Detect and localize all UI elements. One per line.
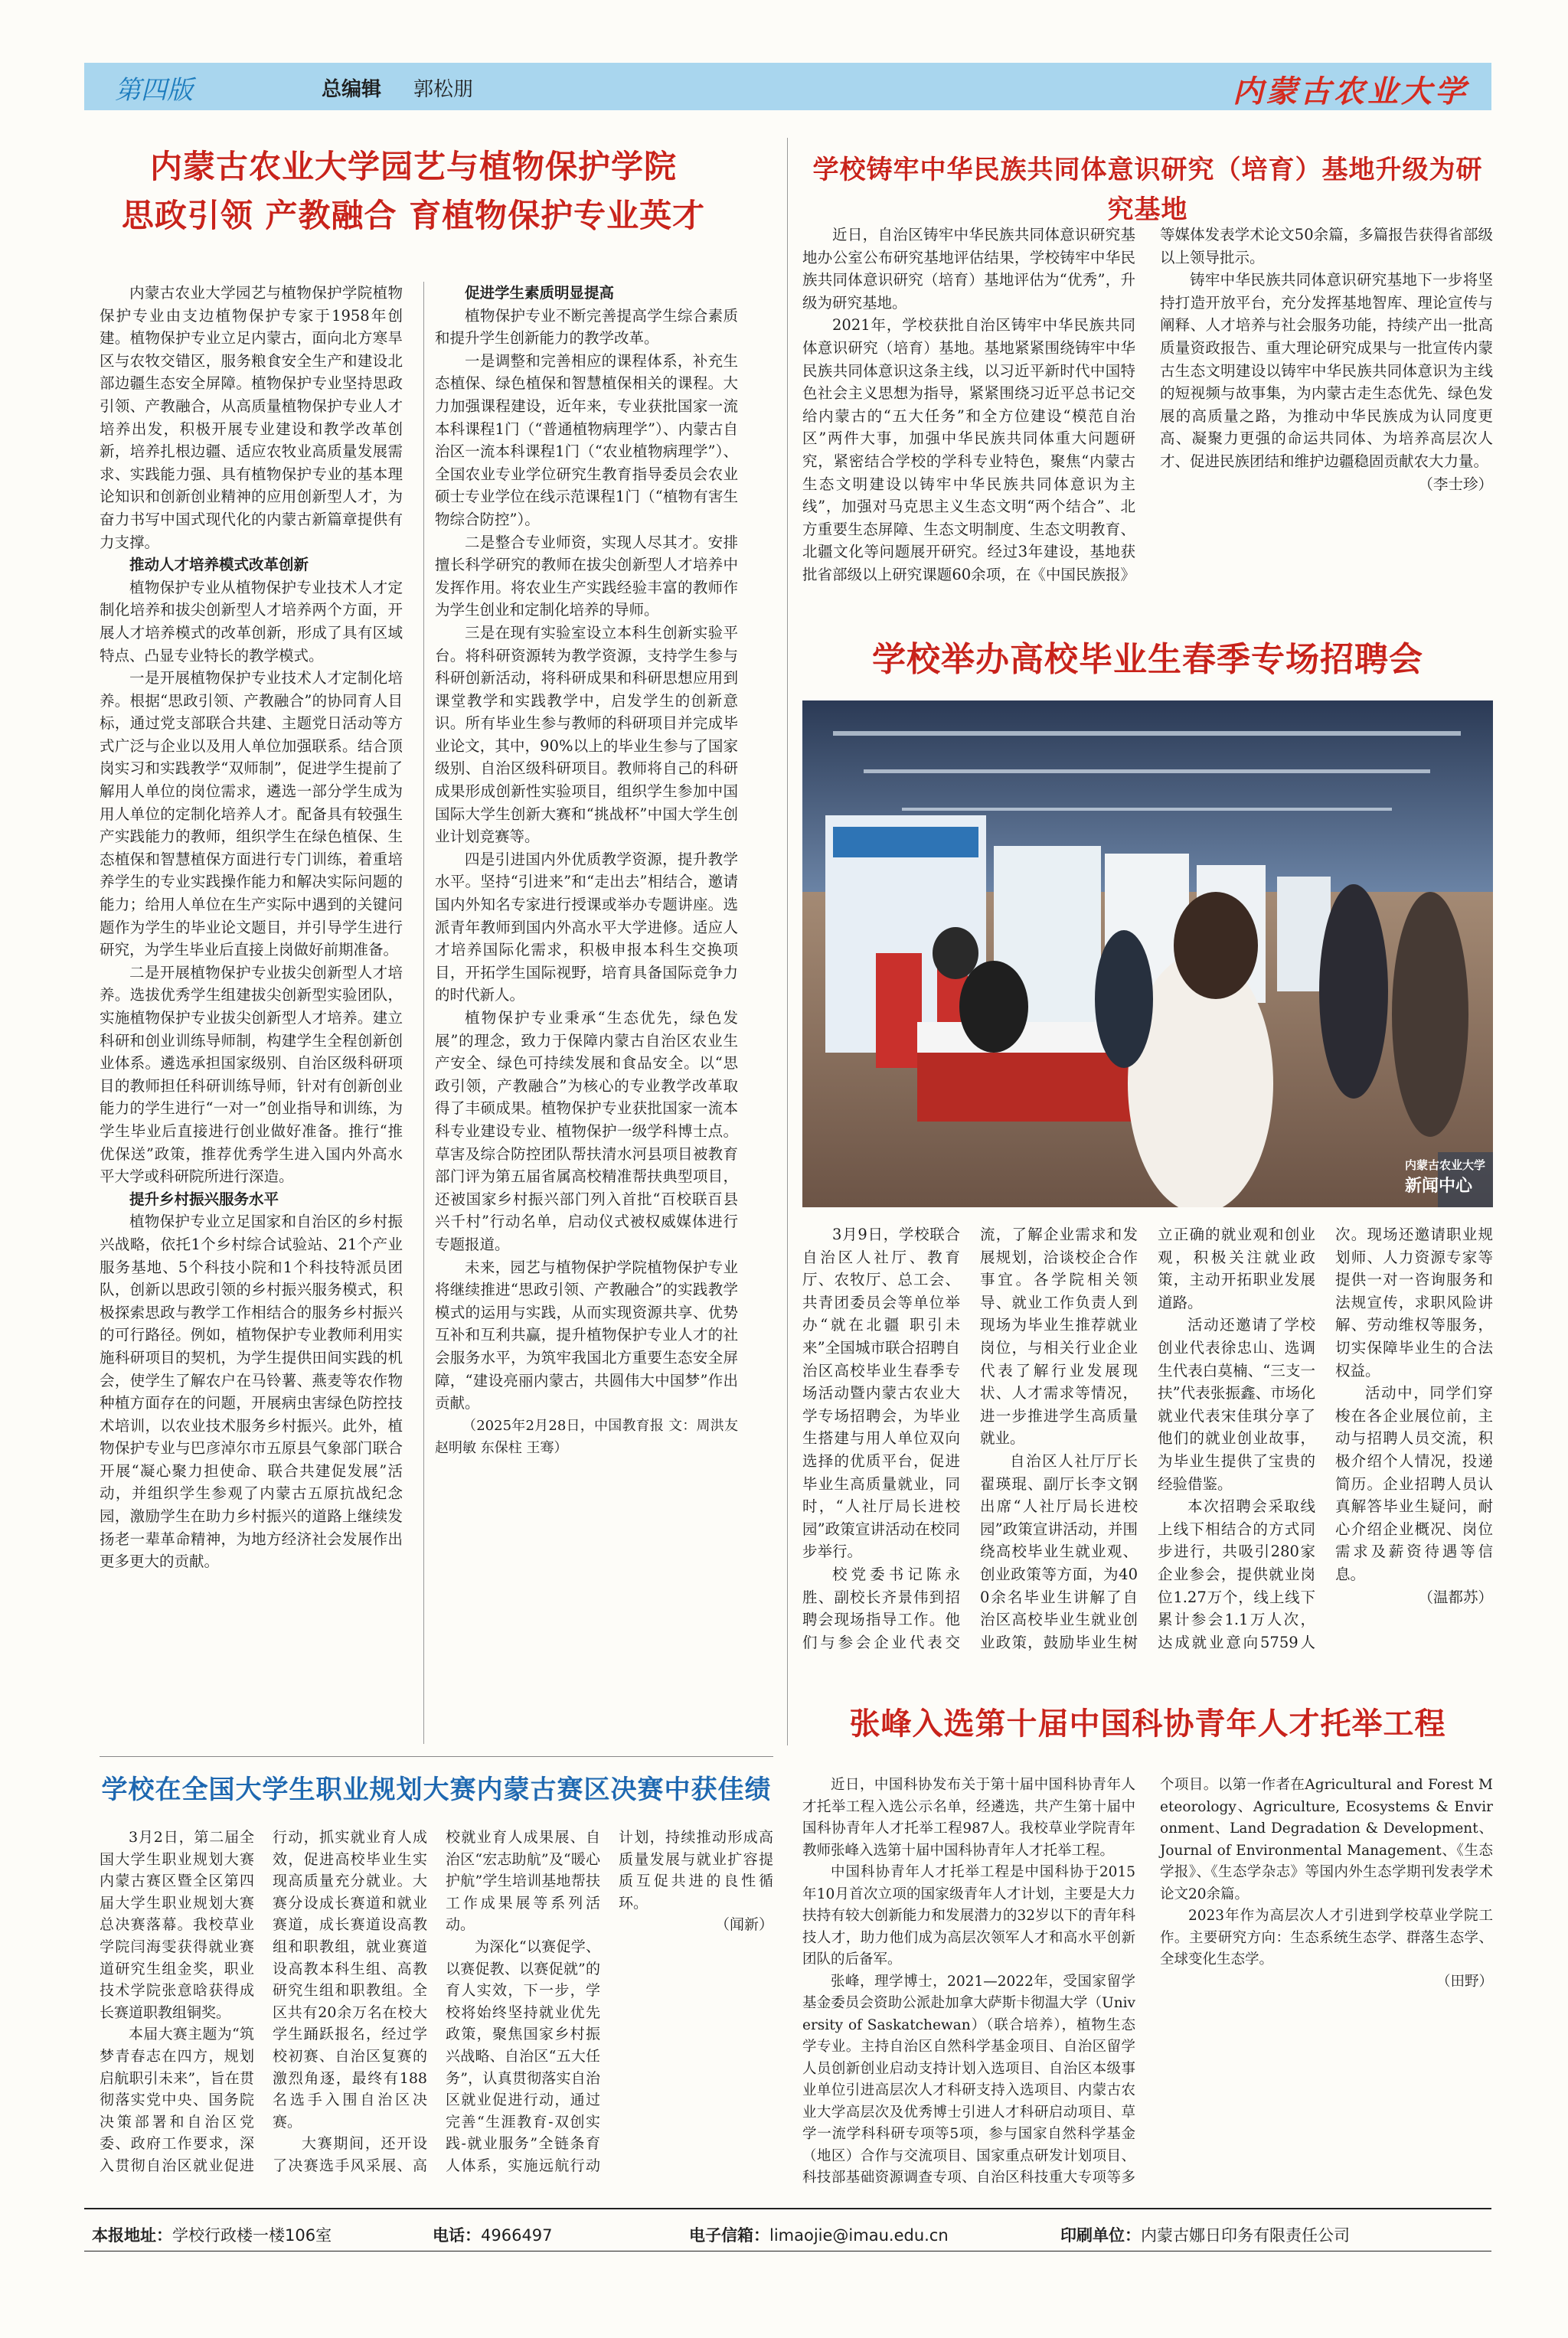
footer-address: [92, 2223, 332, 2246]
article1-para: 植物保护专业从植物保护专业技术人才定制化培养和拔尖创新型人才培养两个方面，开展人才培养模式的改革创新，形成了具有区域特点、凸显专业特长的教学模式。: [100, 578, 403, 665]
address-label: 本报地址：: [92, 2226, 172, 2245]
article4-body: [100, 1827, 773, 2194]
article4-para: 本届大赛主题为“筑梦青春志在四方，规划启航职引未来”，旨在贯彻落实党中央、国务院决策部署和自治区党委、政府工作要求，深入贯彻自治区就业促进行动，抓实就业育人成效，促进高校毕业生实现高质量充分就业。大赛分设成长赛道和就业赛道，成长赛道设高教组和职教组，就业赛道设高教本科生组、高教研究生组和职教组。全区共有20余万名在校大学生踊跃报名，经过学校初赛、自治区复赛的激烈角逐，最终有188名选手入围自治区决赛。: [100, 1829, 427, 2174]
article1-source: （2025年2月28日，中国教育报 文：周洪友 赵明敏 东保柱 王骞）: [435, 1417, 738, 1457]
article4-para: 大赛期间，还开设了决赛选手风采展、高校就业育人成果展、自治区“宏志助航”及“暖心护航”学生培训基地帮扶工作成果展等系列活动。: [273, 1829, 600, 2174]
article3-para: 自治区人社厅厅长翟瑛琨、副厅长李文钢出席“人社厅局长进校园”政策宣讲活动，并围绕高校毕业生就业观、创业政策等方面，为400余名毕业生讲解了自治区高校毕业生就业创业政策，鼓励毕业生树立正确的就业观和创业观，积极关注就业政策，主动开拓职业发展道路。: [980, 1226, 1315, 1651]
article3-body: [802, 1223, 1493, 1660]
edition-label: 第四版: [115, 75, 193, 106]
article5-para: 2023年作为高层次人才引进到学校草业学院工作。主要研究方向：生态系统生态学、群落生态学、全球变化生态学。: [1160, 1908, 1493, 1967]
article1-col1: [100, 282, 403, 1745]
article5-body: [802, 1775, 1493, 2196]
job-fair-scene-image: [802, 700, 1493, 1207]
article1-para: 二是整合专业师资，实现人尽其才。安排擅长科学研究的教师在拔尖创新型人才培养中发挥作用。将农业生产实践经验丰富的教师作为学生创业和定制化培养的导师。: [435, 533, 738, 619]
article5-para: 中国科协青年人才托举工程是中国科协于2015年10月首次立项的国家级青年人才计划，主要是大力扶持有较大创新能力和发展潜力的32岁以下的青年科技人才，助力他们成为高层次领军人才和高水平创新团队的后备军。: [802, 1864, 1135, 1967]
address-value: 学校行政楼一楼106室: [172, 2226, 332, 2245]
article1-col2: [435, 282, 738, 1745]
email-label: 电子信箱：: [689, 2226, 769, 2245]
printer-value: 内蒙古娜日印务有限责任公司: [1141, 2226, 1350, 2245]
article1-intro: 内蒙古农业大学园艺与植物保护学院植物保护专业由支边植物保护专家于1958年创建。植物保护专业立足内蒙古，面向北方寒旱区与农牧交错区，服务粮食安全生产和建设北部边疆生态安全屏障。植物保护专业坚持思政引领、产教融合，从高质量植物保护专业人才培养出发，积极开展专业建设和教学改革创新，培养扎根边疆、适应农牧业高质量发展需求、实践能力强、具有植物保护专业的基本理论知识和创新创业精神的应用创新型人才，为奋力书写中国式现代化的内蒙古新篇章提供有力支撑。: [100, 284, 403, 551]
article1-title: [100, 145, 727, 239]
article5-para: 张峰，理学博士，2021—2022年，受国家留学基金委员会资助公派赴加拿大萨斯卡彻温大学（University of Saskatchewan）（联合培养），植物生态学专业。主持自治区自然科学基金项目、自治区留学人员创新创业启动支持计划入选项目、自治区本级事业单位引进高层次人才科研支持入选项目、内蒙古农业大学高层次及优秀博士引进人才科研启动项目、草学一流学科科研专项等5项，参与国家自然科学基金（地区）合作与交流项目、国家重点研发计划项目、科技部基础资源调查专项、自治区科技重大专项等多个项目。以第一作者在Agricultural and Forest Meteorology、Agriculture, Ecosystems & Environment、Land Degradation & Development、Journal of Environmental Management、《生态学报》、《生态学杂志》等国内外生态学期刊发表学术论文20余篇。: [802, 1777, 1493, 2186]
article1-title-line1: 内蒙古农业大学园艺与植物保护学院: [149, 148, 677, 185]
article2-para: 近日，自治区铸牢中华民族共同体意识研究基地办公室公布研究基地评估结果，学校铸牢中华民族共同体意识研究（培育）基地评估为“优秀”，升级为研究基地。: [802, 226, 1135, 312]
article2-title: 学校铸牢中华民族共同体意识研究（培育）基地升级为研究基地: [812, 155, 1483, 225]
article1-para: 一是开展植物保护专业技术人才定制化培养。根据“思政引领、产教融合”的协同育人目标，通过党支部联合共建、主题党日活动等方式广泛与企业以及用人单位加强联系。结合顶岗实习和实践教学“双师制”，促进学生提前了解用人单位的岗位需求，遴选一部分学生成为用人单位的定制化培养人才。配备具有较强生产实践能力的教师，组织学生在绿色植保、生态植保和智慧植保方面进行专门训练，着重培养学生的专业实践操作能力和解决实际问题的能力；给用人单位在生产实际中遇到的关键问题作为学生的毕业论文题目，并引导学生进行研究，为学生毕业后直接上岗做好前期准备。: [100, 669, 403, 959]
editor-name: 郭松朋: [413, 78, 474, 101]
article1-para: 未来，园艺与植物保护学院植物保护专业将继续推进“思政引领、产教融合”的实践教学模式的运用与实践，从而实现资源共享、优势互补和互利共赢，提升植物保护专业人才的社会服务水平，为筑牢我国北方重要生态安全屏障，“建设亮丽内蒙古，共圆伟大中国梦”作出贡献。: [435, 1258, 738, 1412]
footer-printer: [1060, 2223, 1350, 2246]
article3-para: 活动还邀请了学校创业代表徐忠山、选调生代表白莫楠、“三支一扶”代表张振鑫、市场化就业代表宋佳琪分享了他们的就业创业故事，为毕业生提供了宝贵的经验借鉴。: [1158, 1316, 1315, 1493]
newspaper-name: 内蒙古农业大学: [1233, 74, 1468, 109]
article4-para: 3月2日，第二届全国大学生职业规划大赛内蒙古赛区暨全区第四届大学生职业规划大赛总决赛落幕。我校草业学院闫海雯获得就业赛道研究生组金奖，职业技术学院张意晗获得成长赛道职教组铜奖。: [100, 1829, 254, 2021]
job-fair-photo: [802, 700, 1493, 1207]
article2-byline: （李士珍）: [1418, 475, 1493, 493]
article2-para: 2021年，学校获批自治区铸牢中华民族共同体意识研究（培育）基地。基地紧紧围绕铸牢中华民族共同体意识这条主线，以习近平新时代中国特色社会主义思想为指导，紧紧围绕习近平总书记交给内蒙古的“五大任务”和全方位建设“模范自治区”两件大事，加强中华民族共同体重大问题研究，紧密结合学校的学科专业特色，聚焦“内蒙古生态文明建设以铸牢中华民族共同体意识为主线”，加强对马克思主义生态文明“两个结合”、北方重要生态屏障、生态文明制度、生态文明教育、北疆文化等问题展开研究。经过3年建设，基地获批省部级以上研究课题60余项，在《中国民族报》等媒体发表学术论文50余篇，多篇报告获得省部级以上领导批示。: [802, 226, 1493, 583]
article3-para: 3月9日，学校联合自治区人社厅、教育厅、农牧厅、总工会、共青团委员会等单位举办“就在北疆 职引未来”全国城市联合招聘自治区高校毕业生春季专场活动暨内蒙古农业大学专场招聘会，为毕业生搭建与用人单位双向选择的优质平台，促进毕业生高质量就业，同时，“人社厅局长进校园”政策宣讲活动在校同步举行。: [802, 1226, 960, 1561]
article3-byline: （温都苏）: [1418, 1588, 1493, 1606]
article5-title: 张峰入选第十届中国科协青年人才托举工程: [849, 1706, 1446, 1742]
article5-byline: （田野）: [1436, 1973, 1493, 1990]
article1-subheading2: 提升乡村振兴服务水平: [129, 1190, 279, 1208]
article1-para: 一是调整和完善相应的课程体系，补充生态植保、绿色植保和智慧植保相关的课程。大力加强课程建设，近年来，专业获批国家一流本科课程1门（“普通植物病理学”）、内蒙古自治区一流本科课程1门（“农业植物病理学”）、全国农业专业学位研究生教育指导委员会农业硕士专业学位在线示范课程1门（“植物有害生物综合防控”）。: [435, 351, 738, 528]
page-header: [84, 63, 1491, 110]
article1-para: 三是在现有实验室设立本科生创新实验平台。将科研资源转为教学资源，支持学生参与科研创新活动，将科研成果和科研思想应用到课堂教学和实践教学中，启发学生的创新意识。所有毕业生参与教师的科研项目并完成毕业论文，其中，90%以上的毕业生参与了国家级别、自治区级科研项目。教师将自己的科研成果形成创新性实验项目，组织学生参加中国国际大学生创新大赛和“挑战杯”中国大学生创业计划竞赛等。: [435, 623, 738, 846]
article1-para: 二是开展植物保护专业拔尖创新型人才培养。选拔优秀学生组建拔尖创新型实验团队，实施植物保护专业拔尖创新型人才培养。建立科研和创业训练导师制，构建学生全程创新创业体系。遴选承担国家级别、自治区级科研项目的教师担任科研训练导师，针对有创新创业能力的学生进行“一对一”创业指导和训练，为学生毕业后直接进行创业做好准备。推行“推优保送”政策，推荐优秀学生进入国内外高水平大学或科研院所进行深造。: [100, 963, 403, 1186]
article1-para: 植物保护专业不断完善提高学生综合素质和提升学生创新能力的教学改革。: [435, 306, 738, 348]
watermark-line2: 新闻中心: [1404, 1177, 1472, 1196]
article3-title: 学校举办高校毕业生春季专场招聘会: [872, 640, 1423, 679]
column-divider: [423, 282, 424, 1744]
article3-para: 活动中，同学们穿梭在各企业展位前，主动与招聘人员交流，积极介绍个人情况，投递简历。企业招聘人员认真解答毕业生疑问，耐心介绍企业概况、岗位需求及薪资待遇等信息。: [1335, 1384, 1493, 1583]
article3-para: 本次招聘会采取线上线下相结合的方式同步进行，共吸引280家企业参会，提供就业岗位1.27万个，线上线下累计参会1.1万人次，达成就业意向5759人次。现场还邀请职业规划师、人力资源专家等提供一对一咨询服务和法规宣传，求职风险讲解、劳动维权等服务，切实保障毕业生的合法权益。: [1158, 1226, 1493, 1651]
article2-para: 铸牢中华民族共同体意识研究基地下一步将坚持打造开放平台，充分发挥基地智库、理论宣传与阐释、人才培养与社会服务功能，持续产出一批高质量资政报告、重大理论研究成果与一批宣传内蒙古生态文明建设以铸牢中华民族共同体意识为主线的短视频与故事集，为内蒙古走生态优先、绿色发展的高质量之路，为推动中华民族成为认同度更高、凝聚力更强的命运共同体、为培养高层次人才、促进民族团结和维护边疆稳固贡献农大力量。: [1160, 271, 1493, 470]
article4-byline: （闻新）: [714, 1916, 773, 1934]
editor-label: 总编辑: [322, 78, 382, 101]
article5-para: 近日，中国科协发布关于第十届中国科协青年人才托举工程入选公示名单，经遴选，共产生第十届中国科协青年人才托举工程987人。我校草业学院青年教师张峰入选第十届中国科协青年人才托举工程。: [802, 1777, 1135, 1859]
article1-subheading3: 促进学生素质明显提高: [465, 284, 615, 302]
phone-label: 电话：: [433, 2226, 481, 2245]
article1-para: 四是引进国内外优质教学资源，提升教学水平。坚持“引进来”和“走出去”相结合，邀请国内外知名专家进行授课或举办专题讲座。选派青年教师到国内外高水平大学进修。适应人才培养国际化需求，积极申报本科生交换项目，开拓学生国际视野，培育具备国际竞争力的时代新人。: [435, 850, 738, 1004]
printer-label: 印刷单位：: [1060, 2226, 1141, 2245]
footer-rule: [84, 2208, 1491, 2209]
column-divider: [787, 138, 788, 1745]
section-divider: [100, 1756, 773, 1757]
article3-para: 校党委书记陈永胜、副校长齐景伟到招聘会现场指导工作。他们与参会企业代表交流，了解企业需求和发展规划，洽谈校企合作事宜。各学院相关领导、就业工作负责人到现场为毕业生推荐就业岗位，与相关行业企业代表了解行业发展现状、人才需求等情况，进一步推进学生高质量就业。: [802, 1226, 1138, 1651]
page-footer: [84, 2219, 1491, 2249]
article1-para: 植物保护专业秉承“生态优先，绿色发展”的理念，致力于保障内蒙古自治区农业生产安全、绿色可持续发展和食品安全。以“思政引领，产教融合”为核心的专业教学改革取得了丰硕成果。植物保护专业获批国家一流本科专业建设专业、植物保护一级学科博士点。草害及综合防控团队帮扶清水河县项目被教育部门评为第五届省属高校精准帮扶典型项目，还被国家乡村振兴部门列入首批“百校联百县兴千村”行动名单，启动仪式被权威媒体进行专题报道。: [435, 1009, 738, 1253]
photo-watermark: [1405, 1157, 1485, 1197]
watermark-line1: 内蒙古农业大学: [1404, 1158, 1485, 1172]
article1-subheading1: 推动人才培养模式改革创新: [129, 556, 309, 574]
article1-para: 植物保护专业立足国家和自治区的乡村振兴战略，依托1个乡村综合试验站、21个产业服务基地、5个科技小院和1个科技特派员团队，创新以思政引领的乡村振兴服务模式，积极探索思政与教学工作相结合的服务乡村振兴的可行路径。例如，植物保护专业教师利用实施科研项目的契机，为学生提供田间实践的机会，使学生了解农户在马铃薯、燕麦等农作物种植方面存在的问题，开展病虫害绿色防控技术培训，以农业技术服务乡村振兴。此外，植物保护专业与巴彦淖尔市五原县气象部门联合开展“凝心聚力担使命、联合共建促发展”活动，并组织学生参观了内蒙古五原抗战纪念园，激励学生在助力乡村振兴的道路上继续发扬老一辈革命精神，为地方经济社会发展作出更多更大的贡献。: [100, 1213, 403, 1571]
footer-phone: [433, 2223, 553, 2246]
article1-title-line2: 思政引领 产教融合 育植物保护专业英才: [121, 197, 706, 234]
article4-para: 为深化“以赛促学、以赛促教、以赛促就”的育人实效，下一步，学校将始终坚持就业优先政策，聚焦国家乡村振兴战略、自治区“五大任务”，认真贯彻落实自治区就业促进行动，通过完善“生涯教育-双创实践-就业服务”全链条育人体系，实施远航行动计划，持续推动形成高质量发展与就业扩容提质互促共进的良性循环。: [446, 1829, 773, 2174]
article4-title: 学校在全国大学生职业规划大赛内蒙古赛区决赛中获佳绩: [101, 1775, 772, 1805]
article2-body: [802, 224, 1493, 622]
phone-value: 4966497: [481, 2226, 553, 2245]
email-value: limaojie@imau.edu.cn: [769, 2226, 949, 2245]
footer-email: [689, 2223, 949, 2246]
